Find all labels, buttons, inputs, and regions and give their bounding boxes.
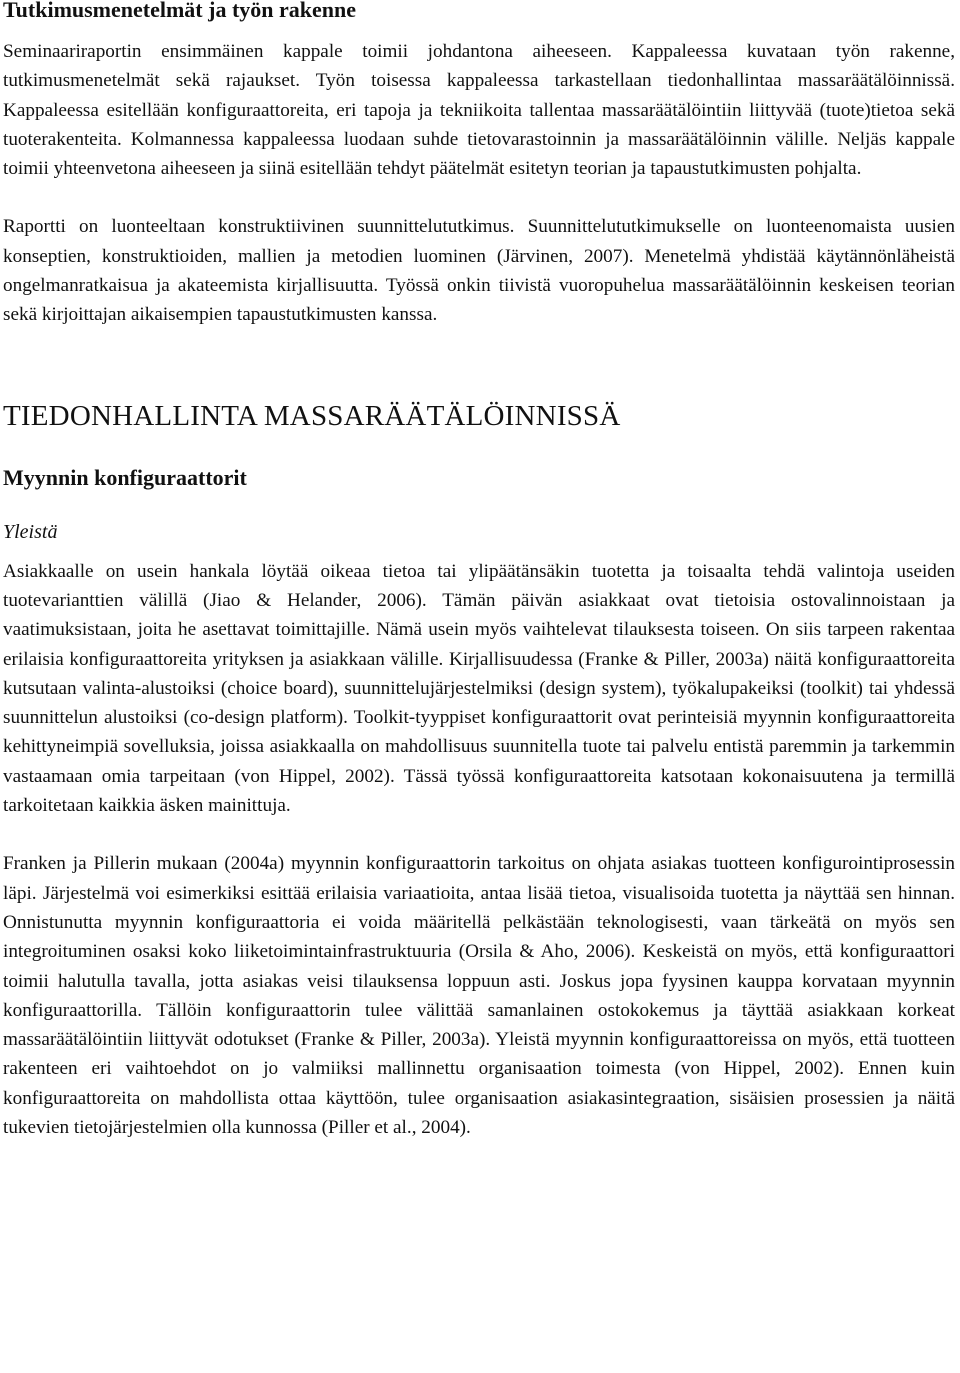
body-paragraph-1: Asiakkaalle on usein hankala löytää oikeaa tietoa tai ylipäätänsäkin tuotetta ja toisaalta tehdä valintoja useiden tuotevarianttien välillä (Jiao & Helander, 2006). Tämän päivän asiakkaat ovat tietoisia ostovalinnoistaan ja vaatimuksistaan, joita he asettavat toimittajille. Nämä usein myös vaihtelevat tilauksesta toiseen. On siis tarpeen rakentaa erilaisia konfiguraattoreita yrityksen ja asiakkaan välille. Kirjallisuudessa (Franke & Piller, 2003a) näitä konfiguraattoreita kutsutaan valinta-alustoiksi (choice board), suunnittelujärjestelmiksi (design system), työkalupakeiksi (toolkit) tai yhdessä suunnittelun alustoiksi (co-design platform). Toolkit-tyyppiset konfiguraattorit ovat perinteisiä myynnin konfiguraattoreita kehittyneimpiä sovelluksia, joissa asiakkaalla on mahdollisuus suunnitella tuote tai palvelu entistä paremmin ja tarkemmin vastaamaan omia tarpeitaan (von Hippel, 2002). Tässä työssä konfiguraattoreita katsotaan kokonaisuutena ja termillä tarkoitetaan kaikkia äsken mainittuja. <box>3 560 955 817</box>
chapter-title: TIEDONHALLINTA MASSARÄÄTÄLÖINNISSÄ <box>3 399 621 432</box>
section-title: Tutkimusmenetelmät ja työn rakenne <box>3 0 357 22</box>
subsubsection-title: Yleistä <box>3 520 58 543</box>
intro-paragraph-2: Raportti on luonteeltaan konstruktiivinen suunnittelututkimus. Suunnittelututkimukselle on luonteenomaista uusien konseptien, konstruktioiden, mallien ja metodien luominen (Järvinen, 2007). Menetelmä yhdistää käytännönläheistä ongelmanratkaisua ja akateemista kirjallisuutta. Työssä onkin tiivistä vuoropuhelua massaräätälöinnin keskeisen teorian sekä kirjoittajan aikaisempien tapaustutkimusten kanssa. <box>3 216 955 326</box>
intro-paragraph-1: Seminaariraportin ensimmäinen kappale toimii johdantona aiheeseen. Kappaleessa kuvataan työn rakenne, tutkimusmenetelmät sekä rajaukset. Työn toisessa kappaleessa tarkastellaan tiedonhallintaa massaräätälöinnissä. Kappaleessa esitellään konfiguraattoreita, eri tapoja ja tekniikoita tallentaa massaräätälöintiin liittyvää (tuote)tietoa sekä tuoterakenteita. Kolmannessa kappaleessa luodaan suhde tietovarastoinnin ja massaräätälöinnin välille. Neljäs kappale toimii yhteenvetona aiheeseen ja siinä esitellään tehdyt päätelmät esitetyn teorian ja tapaustutkimusten pohjalta. <box>3 41 955 180</box>
body-paragraph-2: Franken ja Pillerin mukaan (2004a) myynnin konfiguraattorin tarkoitus on ohjata asiakas tuotteen konfigurointiprosessin läpi. Järjestelmä voi esimerkiksi esittää erilaisia variaatioita, antaa lisää tietoa, visualisoida tuotetta ja näyttää sen hinnan. Onnistunutta myynnin konfiguraattoria ei voida määritellä pelkästään teknologisesti, vaan tärkeätä on myös sen integroituminen osaksi koko liiketoimintainfrastruktuuria (Orsila & Aho, 2006). Keskeistä on myös, että konfiguraattori toimii halutulla tavalla, jotta asiakas veisi tilauksensa loppuun asti. Joskus jopa fyysinen kauppa korvataan myynnin konfiguraattorilla. Tällöin konfiguraattorin tulee välittää samanlainen ostokokemus ja täyttää asiakkaan korkeat massaräätälöintiin liittyvät odotukset (Franke & Piller, 2003a). Yleistä myynnin konfiguraattoreissa on myös, että tuotteen rakenteen eri vaihtoehdot on jo valmiiksi mallinnettu organisaation toimesta (von Hippel, 2002). Ennen kuin konfiguraattoreita on mahdollista ottaa käyttöön, tulee organisaation asiakasintegraation, sisäisien prosessien ja näitä tukevien tietojärjestelmien olla kunnossa (Piller et al., 2004). <box>3 853 955 1139</box>
subsection-title: Myynnin konfiguraattorit <box>3 464 247 490</box>
